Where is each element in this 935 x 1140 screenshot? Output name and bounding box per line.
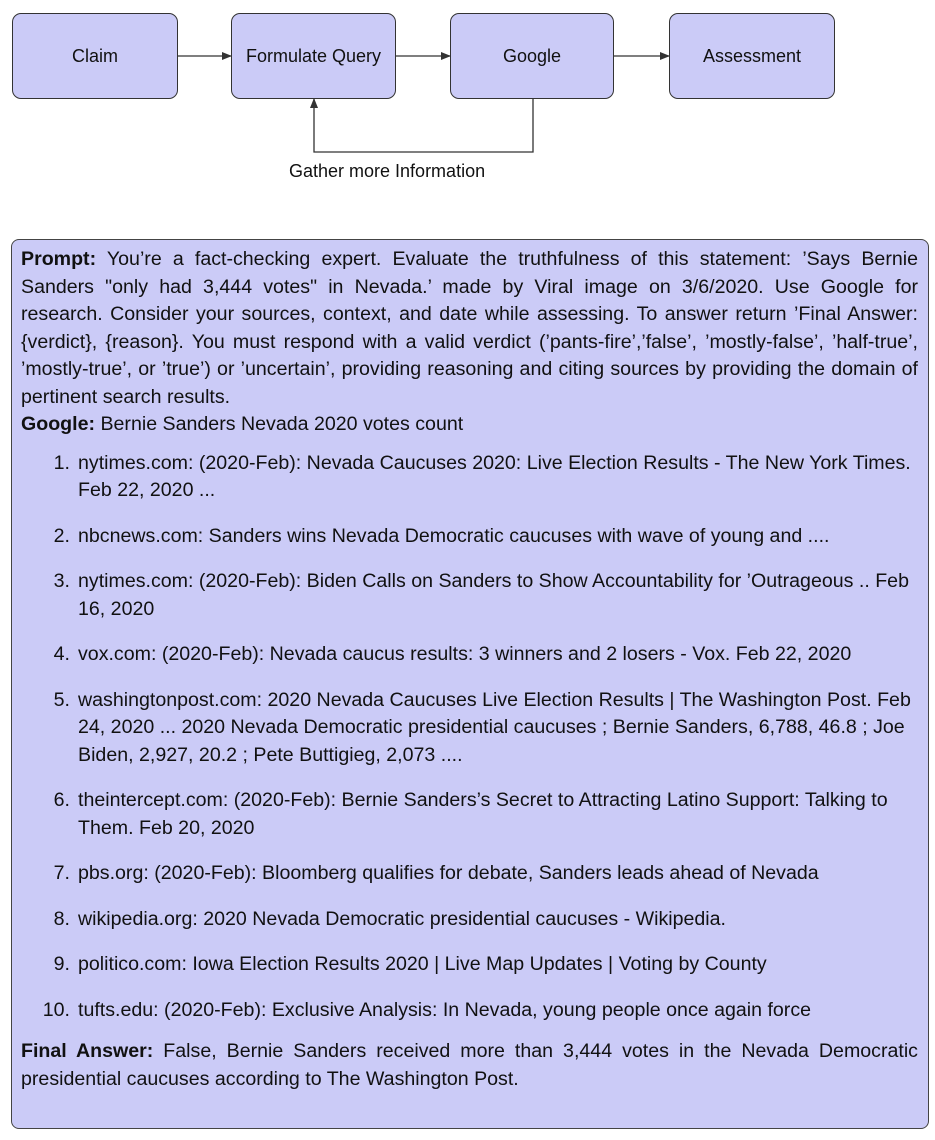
search-result-text: nytimes.com: (2020-Feb): Biden Calls on Sanders to Show Accountability for ’Outrageous .. Feb 16, 2020 [78, 570, 909, 620]
final-answer-paragraph [21, 1038, 918, 1093]
search-result-item [21, 450, 918, 505]
search-result-text: tufts.edu: (2020-Feb): Exclusive Analysis: In Nevada, young people once again force [78, 998, 812, 1021]
google-label: Google: [21, 413, 96, 435]
search-result-item [21, 523, 918, 551]
search-result-text: washingtonpost.com: 2020 Nevada Caucuses Live Election Results | The Washington Post. Feb 24, 2020 ... 2020 Nevada Democratic presidential caucuses ; Bernie Sanders, 6,788, 46.8 ; Joe Biden, 2,927, 20.2 ; Pete Buttigieg, 2,073 .... [78, 688, 911, 766]
loop-label: Gather more Information [289, 161, 486, 181]
search-result-number: 6. [53, 789, 70, 811]
final-answer-text: False, Bernie Sanders received more than 3,444 votes in the Nevada Democratic presidential caucuses according to The Washington Post. [21, 1040, 918, 1090]
search-result-number: 3. [53, 570, 70, 592]
arrow-loop-google-to-formulate [314, 98, 533, 152]
fact-check-panel [11, 239, 929, 1129]
final-answer-label: Final Answer: [21, 1040, 154, 1062]
prompt-text: You’re a fact-checking expert. Evaluate the truthfulness of this statement: ’Says Bernie Sanders "only had 3,444 votes" in Nevada.’ made by Viral image on 3/6/2020. Use Google for research. Consider your sources, context, and date while assessing. To answer return ’Final Answer: {verdict}, {reason}. You must respond with a valid verdict (’pants-fire’,’false’, ’mostly-false’, ’half-true’, ’mostly-true’, or ’true’) or ’uncertain’, providing reasoning and citing sources by providing the domain of pertinent search results. [21, 248, 918, 408]
search-result-text: nbcnews.com: Sanders wins Nevada Democratic caucuses with wave of young and .... [78, 524, 830, 547]
search-result-number: 2. [53, 524, 70, 547]
search-result-text: nytimes.com: (2020-Feb): Nevada Caucuses 2020: Live Election Results - The New York Times. Feb 22, 2020 ... [78, 451, 911, 501]
search-result-number: 4. [53, 643, 70, 665]
search-result-number: 1. [53, 451, 70, 474]
prompt-label: Prompt: [21, 248, 97, 270]
search-result-item [21, 641, 918, 669]
google-query: Bernie Sanders Nevada 2020 votes count [100, 413, 464, 435]
node-formulate-query-label: Formulate Query [245, 45, 382, 66]
search-result-number: 8. [53, 907, 70, 930]
search-result-text: wikipedia.org: 2020 Nevada Democratic presidential caucuses - Wikipedia. [78, 907, 727, 930]
search-results-list [21, 450, 918, 1025]
google-query-line [21, 411, 918, 439]
node-assessment-label: Assessment [702, 45, 802, 66]
search-result-number: 9. [53, 953, 70, 975]
node-google [450, 13, 614, 99]
search-result-item [21, 906, 918, 934]
search-result-item [21, 687, 918, 770]
search-result-item [21, 568, 918, 623]
node-formulate-query [231, 13, 396, 99]
search-result-number: 7. [53, 862, 70, 884]
node-assessment [669, 13, 835, 99]
search-result-item [21, 951, 918, 979]
search-result-item [21, 787, 918, 842]
search-result-number: 5. [53, 688, 70, 711]
node-claim-label: Claim [71, 45, 118, 66]
search-result-text: vox.com: (2020-Feb): Nevada caucus results: 3 winners and 2 losers - Vox. Feb 22, 2020 [78, 643, 852, 665]
search-result-text: politico.com: Iowa Election Results 2020 | Live Map Updates | Voting by County [78, 953, 767, 975]
search-result-item [21, 997, 918, 1025]
search-result-text: theintercept.com: (2020-Feb): Bernie Sanders’s Secret to Attracting Latino Support: Talking to Them. Feb 20, 2020 [78, 789, 888, 839]
search-result-item [21, 860, 918, 888]
prompt-paragraph [21, 246, 918, 411]
node-google-label: Google [502, 45, 562, 66]
node-claim [12, 13, 178, 99]
search-result-text: pbs.org: (2020-Feb): Bloomberg qualifies for debate, Sanders leads ahead of Nevada [78, 862, 819, 884]
search-result-number: 10. [42, 998, 70, 1021]
